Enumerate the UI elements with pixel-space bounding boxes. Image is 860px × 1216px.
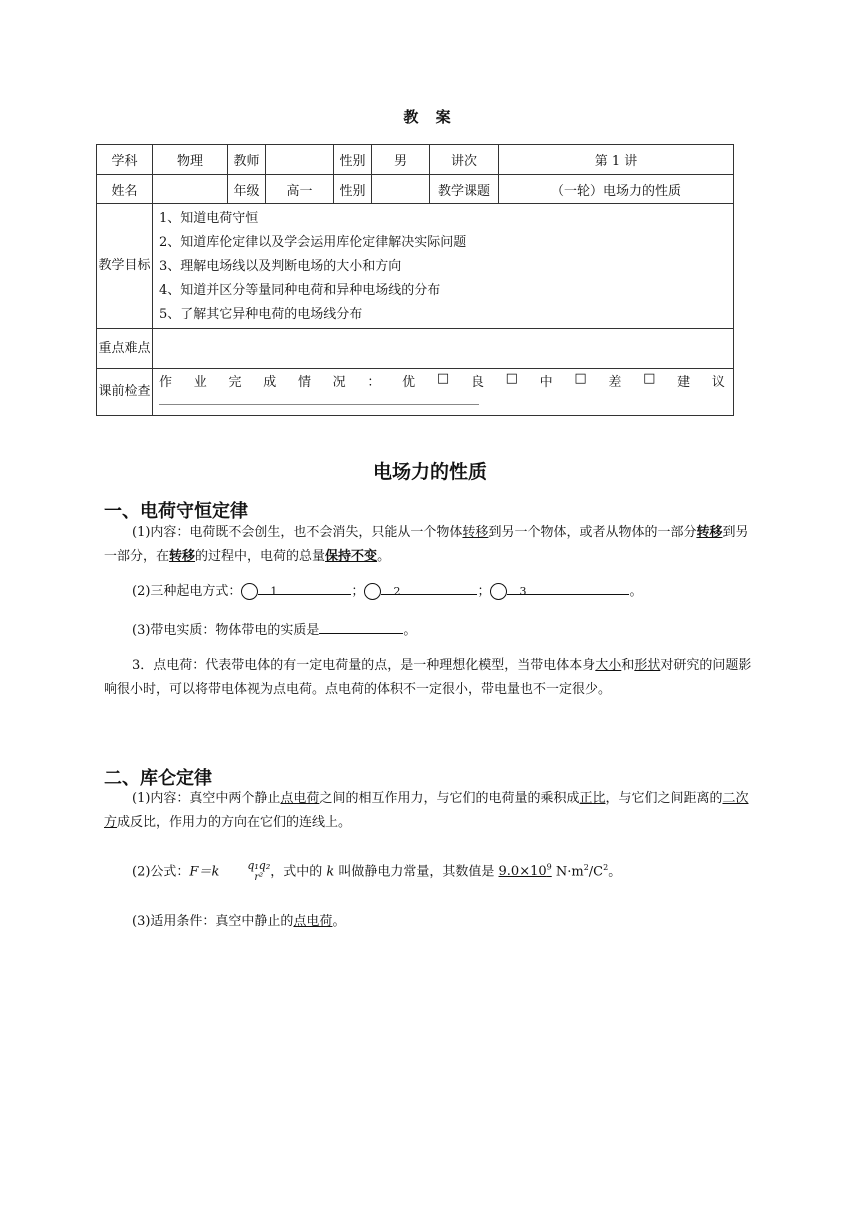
constant-value: $9.0\times 10^9$ (498, 863, 552, 880)
teacher-value (266, 145, 334, 175)
fill-blank (381, 580, 477, 595)
fill-blank (319, 619, 403, 634)
paragraph-coulomb-content: (1)内容：真空中两个静止点电荷之间的相互作用力，与它们的电荷量的乘积成正比，与它们之间距离的二次方成反比，作用力的方向在它们的连线上。 (104, 791, 749, 830)
homework-rating-line (159, 371, 725, 390)
rating-checkbox[interactable]: □ (436, 371, 450, 386)
teacher-label: 教师 (228, 145, 266, 175)
gender-label-2: 性别 (334, 175, 372, 204)
fill-blank (258, 580, 351, 595)
suggestion-blank-line (159, 390, 479, 405)
goal-item: 1、知道电荷守恒 (159, 211, 259, 226)
paragraph-charging-methods: (2)三种起电方式： 1 ； 2 ； 3 。 (104, 580, 758, 604)
goal-item: 4、知道并区分等量同种电荷和异种电场线的分布 (159, 283, 441, 298)
rating-char: 完 (228, 375, 242, 390)
paragraph-point-charge: 3．点电荷：代表带电体的有一定电荷量的点，是一种理想化模型，当带电体本身大小和形状对研究的问题影响很小时，可以将带电体视为点电荷。点电荷的体积不一定很小，带电量也不一定很少。 (104, 658, 752, 697)
table-row (97, 145, 734, 175)
rating-char: 建 (677, 375, 691, 390)
lesson-info-table (96, 144, 734, 416)
rating-char: 作 (159, 375, 173, 390)
goal-item: 2、知道库伦定律以及学会运用库伦定律解决实际问题 (159, 235, 467, 250)
goal-item: 5、了解其它异种电荷的电场线分布 (159, 307, 363, 322)
rating-char: ： (367, 375, 381, 390)
name-value (153, 175, 228, 204)
table-row (97, 369, 734, 416)
gender-value-2 (372, 175, 430, 204)
rating-char: 情 (297, 375, 311, 390)
rating-option: 优 (402, 375, 416, 390)
key-points-label: 重点难点 (97, 329, 153, 369)
subject-value: 物理 (153, 145, 228, 175)
section-heading: 一、电荷守恒定律 (104, 501, 248, 522)
document-title: 教 案 (403, 108, 457, 126)
circled-number: 1 (241, 583, 258, 600)
rating-checkbox[interactable]: □ (574, 371, 587, 386)
formula-fraction: q₁q₂ r² (247, 858, 271, 883)
rating-option: 良 (470, 375, 484, 390)
key-points-content (153, 329, 734, 369)
paragraph-coulomb-conditions: (3)适用条件：真空中静止的点电荷。 (132, 914, 346, 929)
subject-label: 学科 (97, 145, 153, 175)
rating-char: 况 (332, 375, 346, 390)
precheck-label: 课前检查 (97, 369, 153, 416)
rating-checkbox[interactable]: □ (643, 371, 656, 386)
lecture-value: 第 1 讲 (499, 145, 734, 175)
rating-option: 差 (608, 375, 622, 390)
precheck-content (153, 369, 734, 416)
gender-label: 性别 (334, 145, 372, 175)
fill-blank (507, 580, 629, 595)
lecture-label: 讲次 (430, 145, 499, 175)
circled-number: 3 (490, 583, 507, 600)
goals-label: 教学目标 (97, 204, 153, 329)
grade-label: 年级 (228, 175, 266, 204)
table-row (97, 204, 734, 329)
main-title: 电场力的性质 (372, 461, 487, 483)
name-label: 姓名 (97, 175, 153, 204)
circled-number: 2 (364, 583, 381, 600)
section-heading: 二、库仑定律 (104, 768, 212, 789)
rating-char: 议 (711, 375, 725, 390)
gender-value: 男 (372, 145, 430, 175)
paragraph-coulomb-formula: (2)公式：F＝k q₁q₂ r² ，式中的 k 叫做静电力常量，其数值是 $9.0\times 10^9$ $N\cdot m^2/C^2$。 (132, 858, 622, 883)
goals-list (153, 204, 734, 329)
rating-checkbox[interactable]: □ (505, 371, 518, 386)
paragraph-content: (1)内容：电荷既不会创生，也不会消失，只能从一个物体转移到另一个物体，或者从物体的一部分转移到另一部分，在转移的过程中，电荷的总量保持不变。 (104, 525, 749, 564)
topic-label: 教学课题 (430, 175, 499, 204)
paragraph-charge-essence: (3)带电实质：物体带电的实质是 。 (104, 619, 758, 643)
rating-option: 中 (539, 375, 553, 390)
goal-item: 3、理解电场线以及判断电场的大小和方向 (159, 259, 402, 274)
rating-char: 业 (193, 375, 207, 390)
table-row (97, 329, 734, 369)
table-row (97, 175, 734, 204)
topic-value: （一轮）电场力的性质 (499, 175, 734, 204)
rating-char: 成 (263, 375, 277, 390)
grade-value: 高一 (266, 175, 334, 204)
